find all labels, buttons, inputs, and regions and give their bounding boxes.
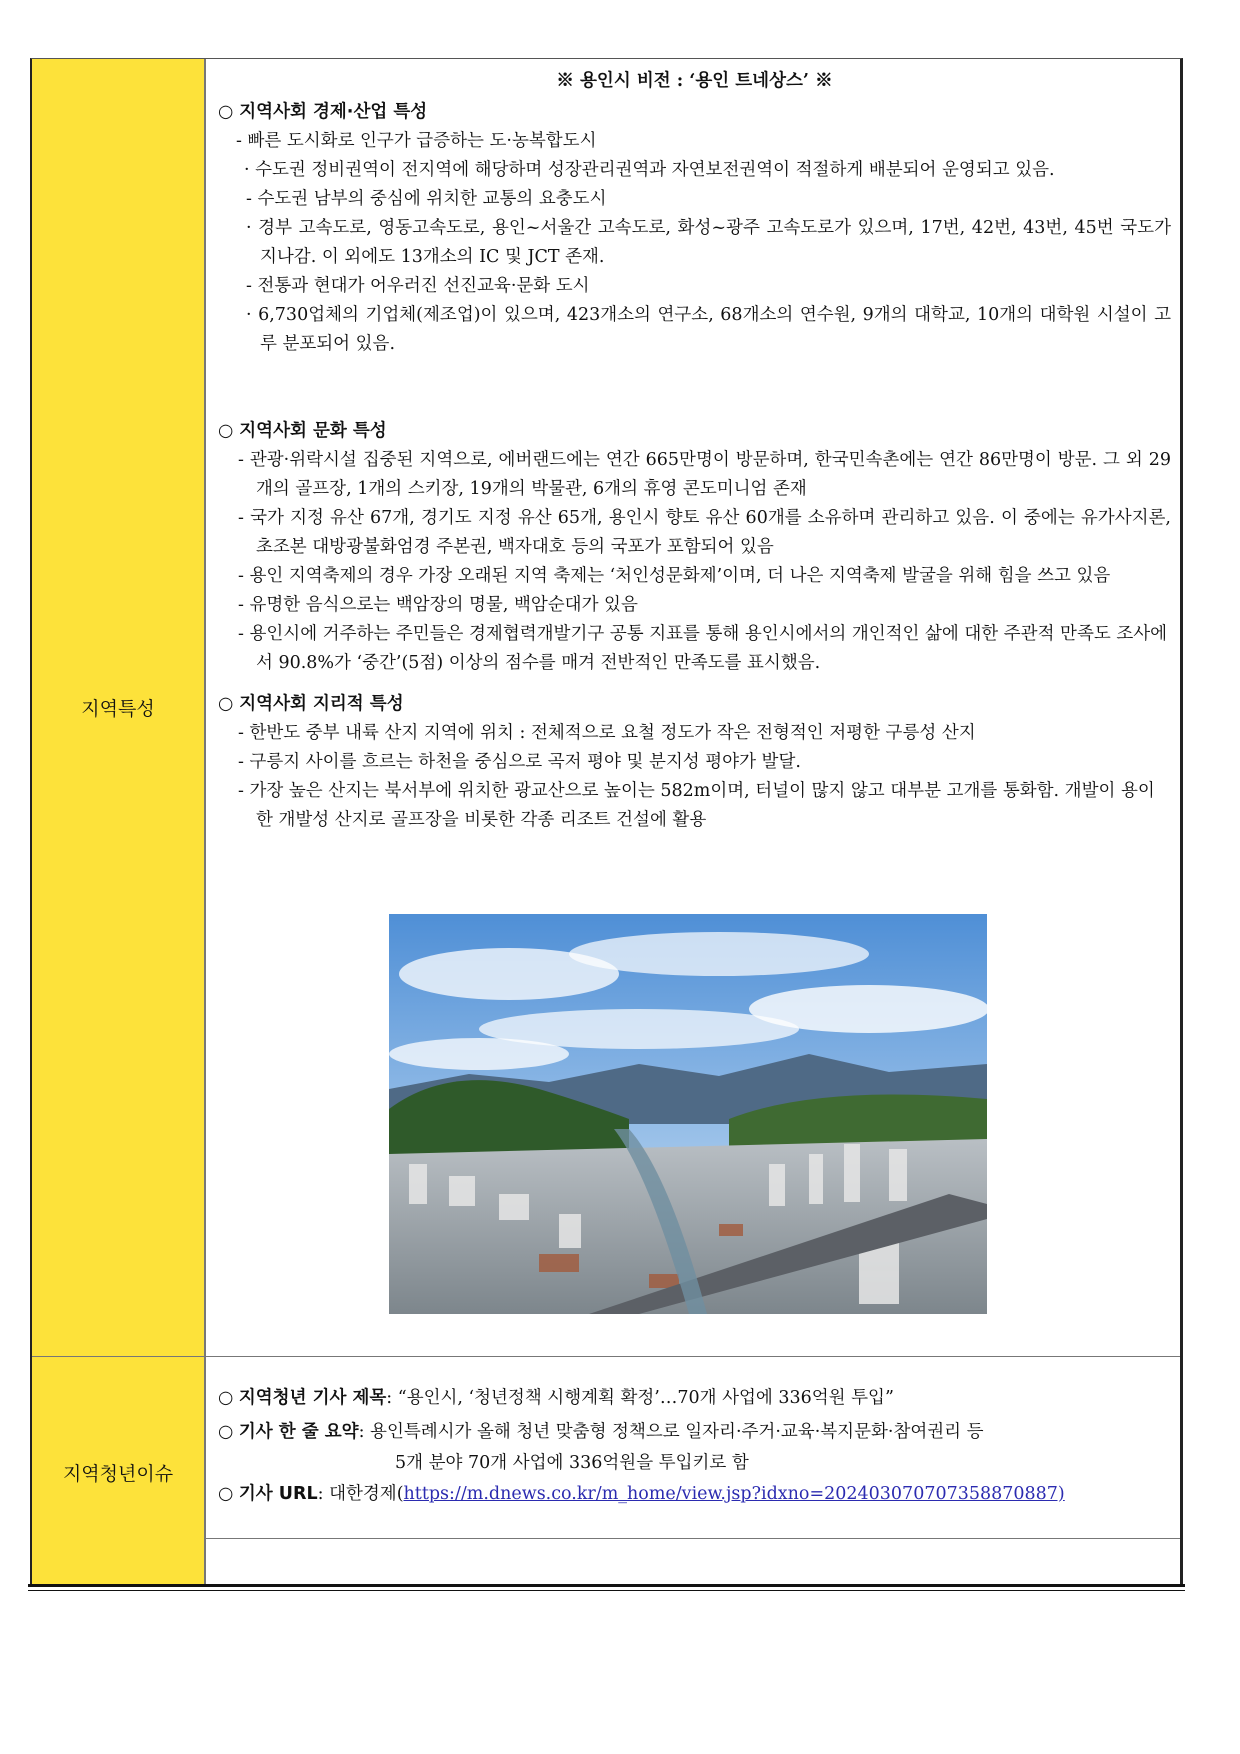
economy-line: · 경부 고속도로, 영동고속도로, 용인~서울간 고속도로, 화성~광주 고속도로가 있으며, 17번, 42번, 43번, 45번 국도가 지나감. 이 외에도 13개소의 IC 및 JCT 존재. — [246, 218, 1177, 267]
economy-line: - 수도권 남부의 중심에 위치한 교통의 요충도시 — [246, 189, 607, 209]
vision-title: ※ 용인시 비전 : ‘용인 트네상스’ ※ — [556, 71, 833, 91]
culture-line: - 관광·위락시설 집중된 지역으로, 에버랜드에는 연간 665만명이 방문하며, 한국민속촌에는 연간 86만명이 방문. 그 외 29개의 골프장, 1개의 스키장, 19개의 박물관, 6개의 휴영 콘도미니엄 존재 — [238, 450, 1171, 499]
youth-content — [206, 1357, 1180, 1587]
economy-line: · 수도권 정비권역이 전지역에 해당하며 성장관리권역과 자연보전권역이 적절하게 배분되어 운영되고 있음. — [244, 160, 1055, 180]
city-aerial-photo — [389, 914, 987, 1314]
geo-line: - 가장 높은 산지는 북서부에 위치한 광교산으로 높이는 582m이며, 터널이 많지 않고 대부분 고개를 통화함. 개발이 용이한 개발성 산지로 골프장을 비롯한 각종 리조트 건설에 활용 — [238, 781, 1155, 830]
region-row — [32, 59, 1180, 1357]
article-url-line: ○ 기사 URL: 대한경제(https://m.dnews.co.kr/m_home/view.jsp?idxno=202403070707358870887) — [218, 1484, 1065, 1504]
culture-title: ○ 지역사회 문화 특성 — [218, 421, 387, 441]
article-title-line: ○ 지역청년 기사 제목: “용인시, ‘청년정책 시행계획 확정’…70개 사업에 336억원 투입” — [218, 1388, 894, 1408]
document-table — [30, 58, 1183, 1586]
bottom-rule — [28, 1584, 1185, 1587]
youth-row-divider — [206, 1538, 1180, 1539]
article-summary-line: ○ 기사 한 줄 요약: 용인특례시가 올해 청년 맞춤형 정책으로 일자리·주거·교육·복지문화·참여권리 등 — [218, 1422, 984, 1442]
culture-line: - 유명한 음식으로는 백암장의 명물, 백암순대가 있음 — [238, 595, 638, 615]
youth-row — [32, 1357, 1180, 1587]
culture-line: - 국가 지정 유산 67개, 경기도 지정 유산 65개, 용인시 향토 유산 60개를 소유하며 관리하고 있음. 이 중에는 유가사지론, 초조본 대방광불화엄경 주본권, 백자대호 등의 국포가 포함되어 있음 — [238, 508, 1177, 557]
bottom-rule-thin — [28, 1590, 1185, 1591]
geo-line: - 구릉지 사이를 흐르는 하천을 중심으로 곡저 평야 및 분지성 평야가 발달. — [238, 752, 801, 772]
geo-title: ○ 지역사회 지리적 특성 — [218, 694, 404, 714]
youth-label: 지역청년이슈 — [32, 1357, 206, 1587]
region-content — [206, 59, 1180, 1356]
geo-line: - 한반도 중부 내륙 산지 지역에 위치 : 전체적으로 요철 정도가 작은 전형적인 저평한 구릉성 산지 — [238, 723, 976, 743]
culture-line: - 용인 지역축제의 경우 가장 오래된 지역 축제는 ‘처인성문화제’이며, 더 나은 지역축제 발굴을 위해 힘을 쓰고 있음 — [238, 566, 1111, 586]
culture-line: - 용인시에 거주하는 주민들은 경제협력개발기구 공통 지표를 통해 용인시에서의 개인적인 삶에 대한 주관적 만족도 조사에서 90.8%가 ‘중간’(5점) 이상의 점수를 매겨 전반적인 만족도를 표시했음. — [238, 624, 1168, 673]
economy-line: - 전통과 현대가 어우러진 선진교육·문화 도시 — [246, 276, 590, 296]
economy-line: - 빠른 도시화로 인구가 급증하는 도·농복합도시 — [236, 131, 597, 151]
article-summary-line-2: 5개 분야 70개 사업에 336억원을 투입키로 함 — [395, 1453, 749, 1473]
region-label: 지역특성 — [32, 59, 206, 1356]
article-url-link[interactable]: https://m.dnews.co.kr/m_home/view.jsp?idxno=202403070707358870887) — [403, 1484, 1065, 1504]
economy-title: ○ 지역사회 경제·산업 특성 — [218, 102, 428, 122]
economy-line: · 6,730업체의 기업체(제조업)이 있으며, 423개소의 연구소, 68개소의 연수원, 9개의 대학교, 10개의 대학원 시설이 고루 분포되어 있음. — [246, 305, 1171, 354]
